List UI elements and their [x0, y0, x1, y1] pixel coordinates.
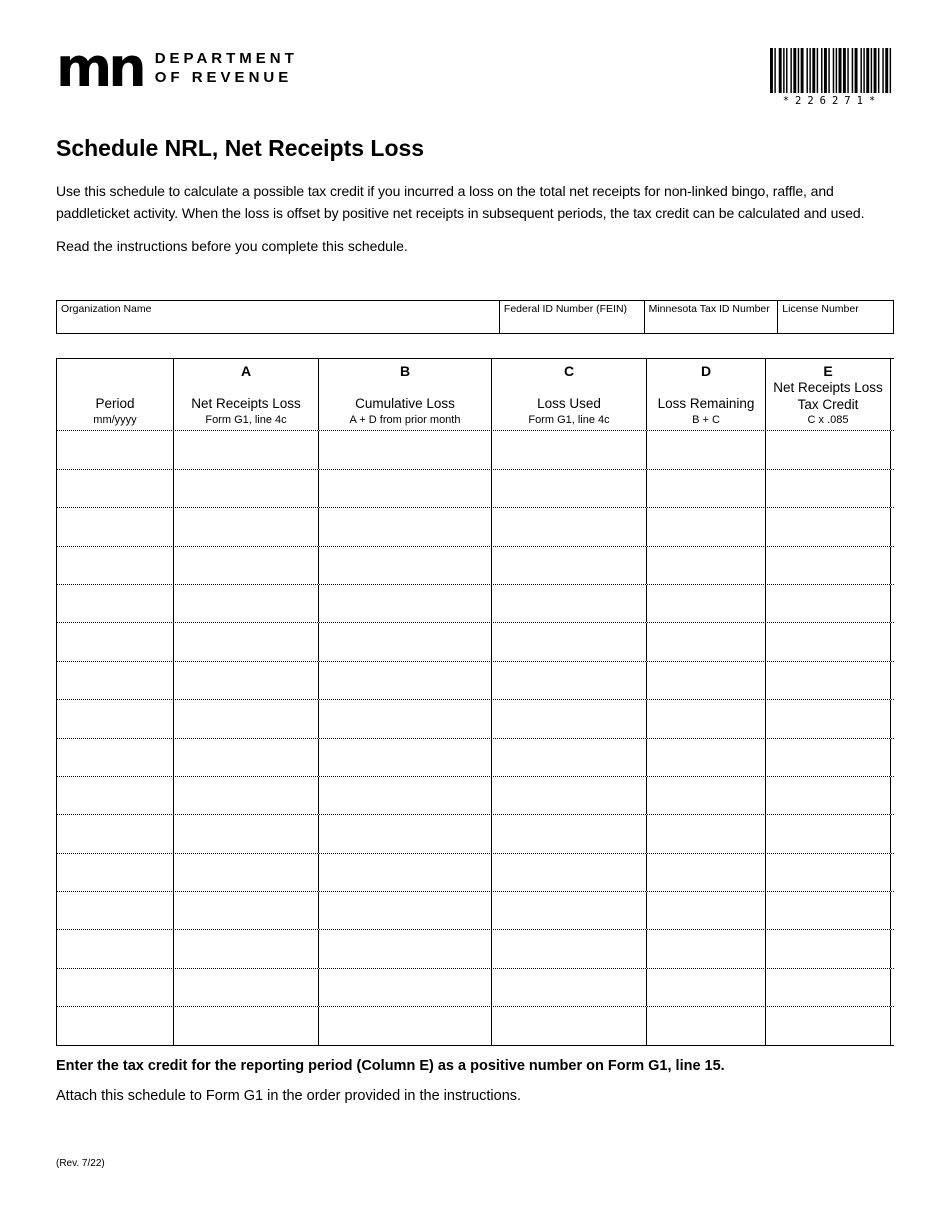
column-header-a [174, 359, 319, 430]
table-cell[interactable] [766, 585, 891, 622]
table-cell[interactable] [174, 547, 319, 584]
table-cell[interactable] [766, 777, 891, 814]
intro-paragraph: Use this schedule to calculate a possible tax credit if you incurred a loss on the total net receipts for non-linked bingo, raffle, and paddleticket activity. When the loss is offset by positive net receipts in subsequent periods, the tax credit can be calculated and used. [56, 183, 865, 221]
attach-instruction: Attach this schedule to Form G1 in the order provided in the instructions. [56, 1087, 522, 1104]
table-cell[interactable] [319, 930, 492, 967]
federal-id-field[interactable] [499, 300, 645, 334]
table-row [56, 470, 894, 508]
department-name [155, 49, 298, 88]
column-title: Period [95, 396, 135, 412]
table-cell[interactable] [492, 777, 647, 814]
table-row [56, 662, 894, 700]
column-subtitle: A + D from prior month [349, 413, 461, 426]
table-cell[interactable] [174, 1007, 319, 1044]
tax-credit-instruction: Enter the tax credit for the reporting period (Column E) as a positive number on Form G1, line 15. [56, 1057, 725, 1074]
table-cell[interactable] [647, 777, 766, 814]
table-cell[interactable] [492, 470, 647, 507]
table-row [56, 1007, 894, 1045]
masthead [56, 36, 894, 107]
table-row [56, 623, 894, 661]
column-subtitle: Form G1, line 4c [205, 413, 287, 426]
table-row [56, 815, 894, 853]
table-cell[interactable] [647, 431, 766, 468]
table-cell[interactable] [766, 892, 891, 929]
column-title: Loss Used [537, 396, 601, 412]
column-letter: D [700, 363, 712, 380]
table-cell[interactable] [57, 508, 174, 545]
table-cell[interactable] [174, 739, 319, 776]
table-header-row [56, 359, 894, 431]
table-cell[interactable] [319, 547, 492, 584]
table-cell[interactable] [492, 623, 647, 660]
table-cell[interactable] [766, 700, 891, 737]
barcode-image [770, 48, 894, 93]
table-cell[interactable] [57, 854, 174, 891]
table-cell[interactable] [647, 508, 766, 545]
table-row [56, 585, 894, 623]
table-row [56, 739, 894, 777]
column-title: Tax Credit [797, 396, 859, 412]
table-cell[interactable] [647, 1007, 766, 1044]
table-cell[interactable] [174, 700, 319, 737]
table-cell[interactable] [766, 623, 891, 660]
revision-date: (Rev. 7/22) [56, 1158, 105, 1169]
table-cell[interactable] [647, 547, 766, 584]
column-title: Cumulative Loss [355, 396, 455, 412]
license-number-label: License Number [782, 303, 859, 316]
mn-revenue-logo [56, 36, 298, 99]
federal-id-label: Federal ID Number (FEIN) [503, 303, 628, 316]
table-cell[interactable] [57, 547, 174, 584]
table-cell[interactable] [647, 854, 766, 891]
table-cell[interactable] [174, 508, 319, 545]
column-title: Net Receipts Loss [773, 380, 883, 396]
table-cell[interactable] [57, 585, 174, 622]
table-row [56, 700, 894, 738]
table-cell[interactable] [174, 585, 319, 622]
table-cell[interactable] [647, 930, 766, 967]
table-cell[interactable] [647, 892, 766, 929]
table-cell[interactable] [766, 508, 891, 545]
table-cell[interactable] [319, 739, 492, 776]
table-row [56, 431, 894, 469]
column-letter: E [823, 363, 833, 380]
table-cell[interactable] [174, 623, 319, 660]
table-cell[interactable] [319, 470, 492, 507]
table-cell[interactable] [492, 892, 647, 929]
table-cell[interactable] [174, 854, 319, 891]
table-cell[interactable] [319, 854, 492, 891]
barcode-text: *226271* [782, 95, 882, 107]
column-title: Loss Remaining [657, 396, 755, 412]
table-cell[interactable] [319, 623, 492, 660]
table-cell[interactable] [319, 700, 492, 737]
table-cell[interactable] [319, 662, 492, 699]
table-cell[interactable] [319, 508, 492, 545]
column-subtitle: B + C [692, 413, 720, 426]
table-row [56, 892, 894, 930]
table-cell[interactable] [319, 969, 492, 1006]
column-letter: C [563, 363, 575, 380]
table-cell[interactable] [319, 892, 492, 929]
table-cell[interactable] [319, 815, 492, 852]
column-subtitle: mm/yyyy [93, 413, 137, 426]
table-cell[interactable] [57, 470, 174, 507]
table-row [56, 777, 894, 815]
table-cell[interactable] [492, 739, 647, 776]
read-instructions-note: Read the instructions before you complete this schedule. [56, 238, 408, 255]
column-header-period [57, 359, 174, 430]
table-cell[interactable] [492, 1007, 647, 1044]
table-row [56, 930, 894, 968]
table-cell[interactable] [647, 700, 766, 737]
table-cell[interactable] [766, 470, 891, 507]
table-cell[interactable] [766, 969, 891, 1006]
table-row [56, 547, 894, 585]
table-cell[interactable] [766, 854, 891, 891]
column-header-b [319, 359, 492, 430]
table-cell[interactable] [492, 585, 647, 622]
column-subtitle: C x .085 [807, 413, 849, 426]
table-cell[interactable] [766, 930, 891, 967]
table-cell[interactable] [174, 470, 319, 507]
table-cell[interactable] [57, 1007, 174, 1044]
table-cell[interactable] [647, 623, 766, 660]
table-cell[interactable] [174, 777, 319, 814]
table-cell[interactable] [174, 969, 319, 1006]
barcode [770, 48, 894, 107]
table-cell[interactable] [492, 815, 647, 852]
mn-logo-mark: mn [56, 36, 143, 99]
table-cell[interactable] [647, 739, 766, 776]
table-cell[interactable] [647, 470, 766, 507]
column-letter: B [399, 363, 411, 380]
column-header-e [766, 359, 891, 430]
table-cell[interactable] [492, 930, 647, 967]
table-cell[interactable] [57, 623, 174, 660]
table-body [56, 431, 894, 1045]
table-cell[interactable] [492, 508, 647, 545]
table-cell[interactable] [492, 431, 647, 468]
table-cell[interactable] [492, 969, 647, 1006]
table-cell[interactable] [492, 662, 647, 699]
table-cell[interactable] [766, 815, 891, 852]
table-cell[interactable] [174, 815, 319, 852]
table-cell[interactable] [766, 739, 891, 776]
organization-name-label: Organization Name [61, 303, 152, 316]
table-cell[interactable] [57, 662, 174, 699]
department-name-line1: DEPARTMENT [154, 49, 298, 67]
table-cell[interactable] [319, 585, 492, 622]
table-cell[interactable] [647, 969, 766, 1006]
column-title: Net Receipts Loss [191, 396, 301, 412]
table-row [56, 508, 894, 546]
table-cell[interactable] [57, 431, 174, 468]
table-cell[interactable] [57, 969, 174, 1006]
table-cell[interactable] [766, 547, 891, 584]
table-cell[interactable] [647, 815, 766, 852]
table-cell[interactable] [647, 585, 766, 622]
table-row [56, 969, 894, 1007]
table-row [56, 854, 894, 892]
license-number-field[interactable] [777, 300, 894, 334]
table-cell[interactable] [174, 892, 319, 929]
table-cell[interactable] [174, 662, 319, 699]
table-cell[interactable] [57, 892, 174, 929]
table-cell[interactable] [492, 547, 647, 584]
table-cell[interactable] [57, 700, 174, 737]
table-cell[interactable] [647, 662, 766, 699]
table-cell[interactable] [319, 777, 492, 814]
info-field-row [56, 300, 894, 334]
table-cell[interactable] [57, 815, 174, 852]
column-subtitle: Form G1, line 4c [528, 413, 610, 426]
table-cell[interactable] [174, 431, 319, 468]
page-title: Schedule NRL, Net Receipts Loss [56, 135, 425, 161]
table-cell[interactable] [492, 700, 647, 737]
department-name-line2: OF REVENUE [154, 69, 293, 86]
mn-tax-id-field[interactable] [644, 300, 779, 334]
mn-tax-id-label: Minnesota Tax ID Number [648, 303, 770, 316]
column-header-d [647, 359, 766, 430]
table-cell[interactable] [766, 431, 891, 468]
table-cell[interactable] [57, 930, 174, 967]
table-cell[interactable] [766, 1007, 891, 1044]
nrl-table [56, 358, 894, 1045]
table-cell[interactable] [766, 662, 891, 699]
table-cell[interactable] [492, 854, 647, 891]
table-cell[interactable] [319, 431, 492, 468]
table-cell[interactable] [174, 930, 319, 967]
table-cell[interactable] [57, 739, 174, 776]
table-cell[interactable] [57, 777, 174, 814]
column-letter: A [240, 363, 252, 380]
organization-name-field[interactable] [56, 300, 500, 334]
table-cell[interactable] [319, 1007, 492, 1044]
column-header-c [492, 359, 647, 430]
